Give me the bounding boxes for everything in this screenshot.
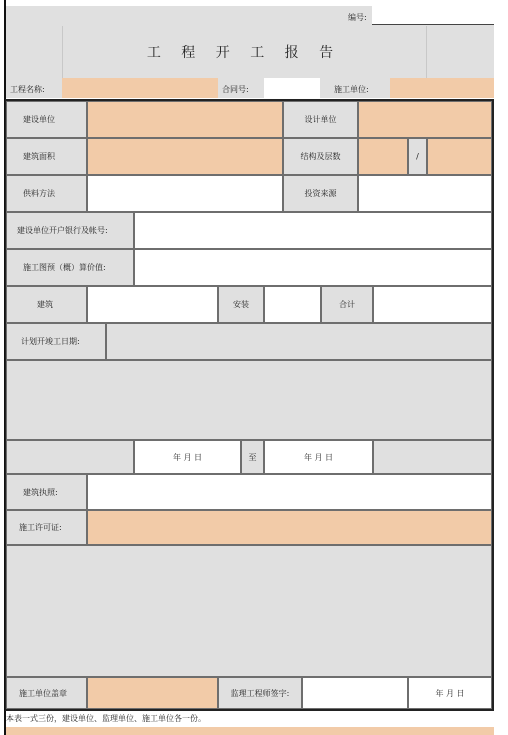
design-unit-field[interactable] xyxy=(358,101,492,138)
building-license-label: 建筑执照: xyxy=(6,474,87,510)
building-license-field[interactable] xyxy=(87,474,492,510)
budget-value-field[interactable] xyxy=(134,249,492,286)
construction-permit-label: 施工许可证: xyxy=(6,510,87,545)
number-field[interactable] xyxy=(372,6,494,25)
floor-area-label: 建筑面积 xyxy=(6,138,87,175)
to-label: 至 xyxy=(241,440,264,474)
date-row-tail xyxy=(373,440,492,474)
project-name-label: 工程名称: xyxy=(10,85,45,94)
installation-field[interactable] xyxy=(264,286,321,323)
structure-field[interactable] xyxy=(358,138,408,175)
builder-field[interactable] xyxy=(390,78,494,98)
builder-label: 施工单位: xyxy=(334,85,369,94)
bank-account-label: 建设单位开户银行及帐号: xyxy=(6,212,134,249)
bank-account-field[interactable] xyxy=(134,212,492,249)
construction-label: 建筑 xyxy=(6,286,87,323)
supply-method-field[interactable] xyxy=(87,175,283,212)
page-title: 工 程 开 工 报 告 xyxy=(146,45,342,61)
floors-field[interactable] xyxy=(427,138,492,175)
date-row-lead xyxy=(6,440,134,474)
footer-note: 本表一式三份，建设单位、监理单位、施工单位各一份。 xyxy=(6,714,206,723)
design-unit-label: 设计单位 xyxy=(283,101,358,138)
owner-unit-label: 建设单位 xyxy=(6,101,87,138)
installation-label: 安装 xyxy=(218,286,264,323)
project-name-field[interactable] xyxy=(62,78,218,98)
sign-date-field[interactable]: 年 月 日 xyxy=(408,677,492,709)
planned-dates-label: 计划开竣工日期: xyxy=(6,323,106,360)
supervisor-sign-field[interactable] xyxy=(302,677,408,709)
owner-unit-field[interactable] xyxy=(87,101,283,138)
budget-value-label: 施工图预（概）算价值: xyxy=(6,249,134,286)
number-label: 编号: xyxy=(348,13,367,22)
supply-method-label: 供料方法 xyxy=(6,175,87,212)
investment-source-label: 投资来源 xyxy=(283,175,358,212)
floor-area-field[interactable] xyxy=(87,138,283,175)
builder-seal-label: 施工单位盖章 xyxy=(6,677,87,709)
investment-source-field[interactable] xyxy=(358,175,492,212)
total-field[interactable] xyxy=(373,286,492,323)
contract-no-field[interactable] xyxy=(264,78,320,98)
footer-bar xyxy=(6,727,494,735)
start-date-field[interactable]: 年 月 日 xyxy=(134,440,241,474)
builder-seal-field[interactable] xyxy=(87,677,218,709)
construction-permit-field[interactable] xyxy=(87,510,492,545)
planned-dates-cell xyxy=(106,323,492,360)
construction-field[interactable] xyxy=(87,286,218,323)
total-label: 合计 xyxy=(321,286,373,323)
slash-separator: / xyxy=(408,138,427,175)
structure-floors-label: 结构及层数 xyxy=(283,138,358,175)
supervisor-sign-label: 监理工程师签字: xyxy=(218,677,302,709)
end-date-field[interactable]: 年 月 日 xyxy=(264,440,373,474)
remarks-area xyxy=(6,545,492,677)
contract-no-label: 合同号: xyxy=(222,85,249,94)
planned-dates-area xyxy=(6,360,492,440)
